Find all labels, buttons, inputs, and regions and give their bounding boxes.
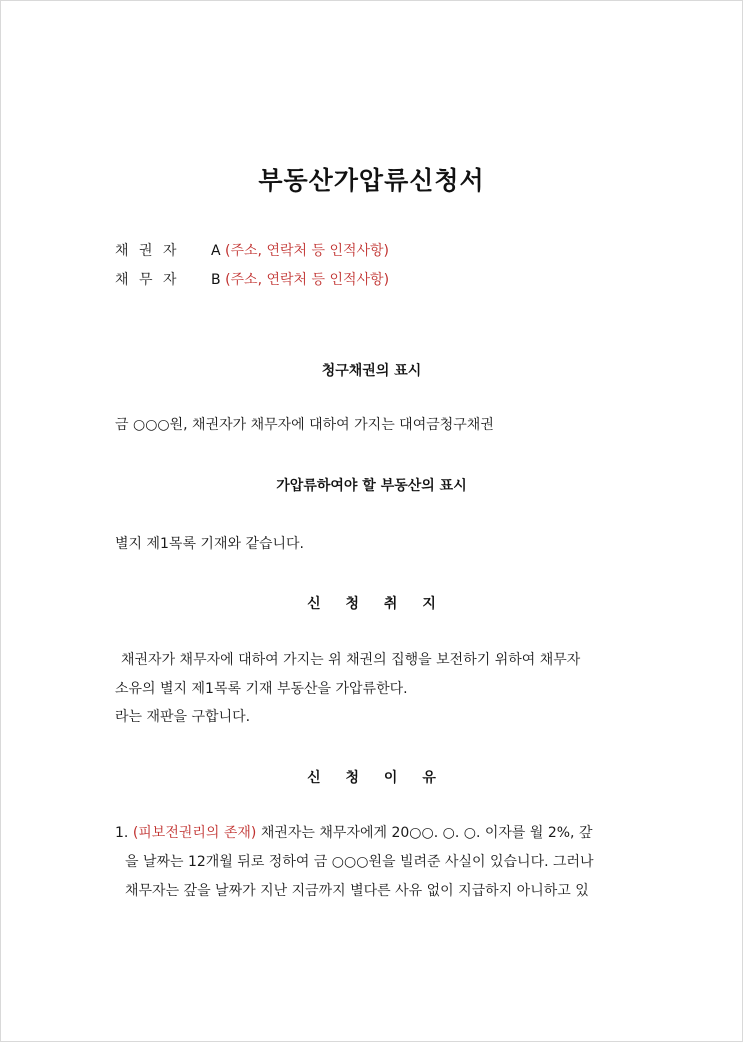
purpose-line-2: 소유의 별지 제1목록 기재 부동산을 가압류한다. <box>115 681 408 697</box>
debtor-name: B <box>211 272 221 288</box>
property-body: 별지 제1목록 기재와 같습니다. <box>115 536 304 552</box>
purpose-line-1: 채권자가 채무자에 대하여 가지는 위 채권의 집행을 보전하기 위하여 채무자 <box>121 652 581 668</box>
reason-heading: 신 청 이 유 <box>307 770 446 786</box>
debtor-label: 채 무 자 <box>115 272 180 288</box>
reason-item-line-1-rest: 채권자는 채무자에게 20○○. ○. ○. 이자를 월 2%, 갚 <box>260 825 593 841</box>
debtor-info: (주소, 연락처 등 인적사항) <box>225 272 390 288</box>
creditor-row <box>115 242 389 260</box>
reason-item-number: 1. <box>115 825 129 841</box>
reason-item-1-line-1 <box>115 824 592 842</box>
reason-item-label: (피보전권리의 존재) <box>132 825 257 841</box>
claim-body: 금 ○○○원, 채권자가 채무자에 대하여 가지는 대여금청구채권 <box>115 417 494 433</box>
debtor-row <box>115 271 389 289</box>
creditor-name: A <box>211 243 221 259</box>
creditor-info: (주소, 연락처 등 인적사항) <box>225 243 389 259</box>
property-heading: 가압류하여야 할 부동산의 표시 <box>276 478 467 494</box>
reason-item-1-line-2: 을 날짜는 12개월 뒤로 정하여 금 ○○○원을 빌려준 사실이 있습니다. 그러나 <box>125 854 594 870</box>
purpose-line-3: 라는 재판을 구합니다. <box>115 709 251 725</box>
claim-heading: 청구채권의 표시 <box>321 363 422 379</box>
document-title: 부동산가압류신청서 <box>258 166 485 195</box>
reason-item-1-line-3: 채무자는 갚을 날짜가 지난 지금까지 별다른 사유 없이 지급하지 아니하고 있 <box>125 883 589 899</box>
purpose-heading: 신 청 취 지 <box>307 596 446 612</box>
creditor-label: 채 권 자 <box>115 243 180 259</box>
